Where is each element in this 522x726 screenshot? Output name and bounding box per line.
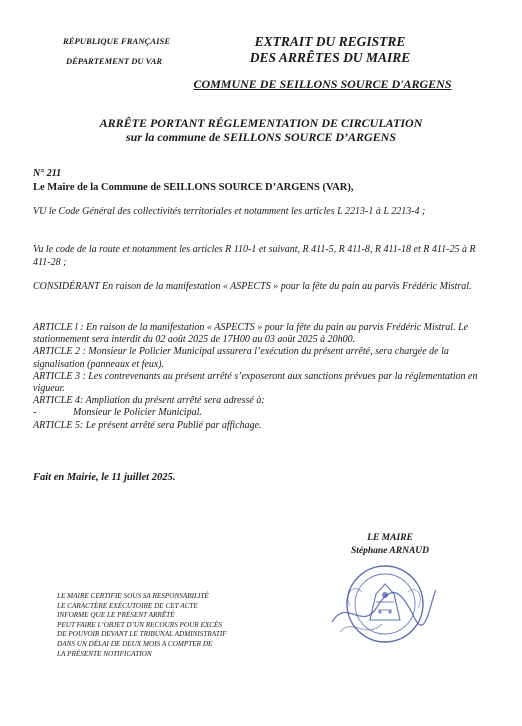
article-3: ARTICLE 3 : Les contrevenants au présent arrêté s’exposeront aux sanctions prévues par la réglementation en vigueur. — [33, 370, 478, 395]
certification-line: DE POUVOIR DEVANT LE TRIBUNAL ADMINISTRATIF — [57, 630, 227, 639]
certification-line: LE MAIRE CERTIFIE SOUS SA RESPONSABILITÉ — [57, 592, 209, 600]
article-2: ARTICLE 2 : Monsieur le Policier Municipal assurera l’exécution du présent arrêté, sera chargée de la signalisation (panneaux et feux). — [33, 346, 449, 370]
arrete-title-line2: sur la commune de SEILLONS SOURCE D’ARGENS — [125, 130, 397, 144]
signature-name: Stéphane ARNAUD — [350, 546, 430, 556]
certification-line: LE CARACTÈRE EXÉCUTOIRE DE CET ACTE — [57, 601, 198, 610]
registre-title-line1: EXTRAIT DU REGISTRE — [254, 34, 406, 49]
maire-statement: Le Maire de la Commune de SEILLONS SOURCE D’ARGENS (VAR), — [33, 182, 354, 193]
registre-title-line2: DES ARRÊTES DU MAIRE — [249, 50, 411, 65]
arrete-title — [40, 116, 482, 144]
official-seal-stamp — [322, 562, 440, 648]
certification-notice — [57, 592, 257, 659]
departement-label: DÉPARTEMENT DU VAR — [66, 56, 163, 66]
certification-line: INFORME QUE LE PRÉSENT ARRÊTÉ — [57, 611, 175, 620]
bullet-dash: - — [33, 407, 37, 419]
articles-block — [33, 322, 485, 432]
article-4: ARTICLE 4: Ampliation du présent arrêté sera adressé à: — [33, 395, 265, 407]
considerant-paragraph: CONSIDÉRANT En raison de la manifestation « ASPECTS » pour la fête du pain au parvis Frédéric Mistral. — [33, 281, 472, 292]
registre-title — [245, 34, 415, 66]
article-5: ARTICLE 5: Le présent arrêté sera Publié par affichage. — [33, 419, 262, 431]
signature-block — [330, 532, 450, 558]
arrete-number: N° 211 — [33, 168, 62, 179]
certification-line: DANS UN DÉLAI DE DEUX MOIS A COMPTER DE — [57, 639, 213, 648]
article-1: ARTICLE l : En raison de la manifestation « ASPECTS » pour la fête du pain au parvis Frédéric Mistral. Le stationnement sera interdit du 02 août 2025 de 17H00 au 03 août 2025 à 20h00. — [33, 322, 469, 346]
commune-heading: COMMUNE DE SEILLONS SOURCE D'ARGENS — [193, 77, 452, 91]
republique-label: RÉPUBLIQUE FRANÇAISE — [63, 36, 171, 46]
article-4-recipient-text: Monsieur le Policier Municipal. — [73, 407, 202, 419]
signature-role: LE MAIRE — [367, 533, 413, 543]
vu-cgct-paragraph: VU le Code Général des collectivités territoriales et notamment les articles L 2213-1 à L 2213-4 ; — [33, 206, 426, 217]
article-4-recipient — [33, 407, 485, 419]
vu-code-route-paragraph: Vu le code de la route et notamment les articles R 110-1 et suivant, R 411-5, R 411-8, R 411-18 et R 411-25 à R 411-28 ; — [33, 244, 476, 268]
arrete-title-line1: ARRÊTE PORTANT RÉGLEMENTATION DE CIRCULATION — [99, 116, 423, 130]
certification-line: LA PRÉSENTE NOTIFICATION — [57, 649, 152, 658]
fait-en-mairie: Fait en Mairie, le 11 juillet 2025. — [33, 472, 176, 483]
certification-line: PEUT FAIRE L’OBJET D’UN RECOURS POUR EXCÈS — [57, 620, 223, 629]
